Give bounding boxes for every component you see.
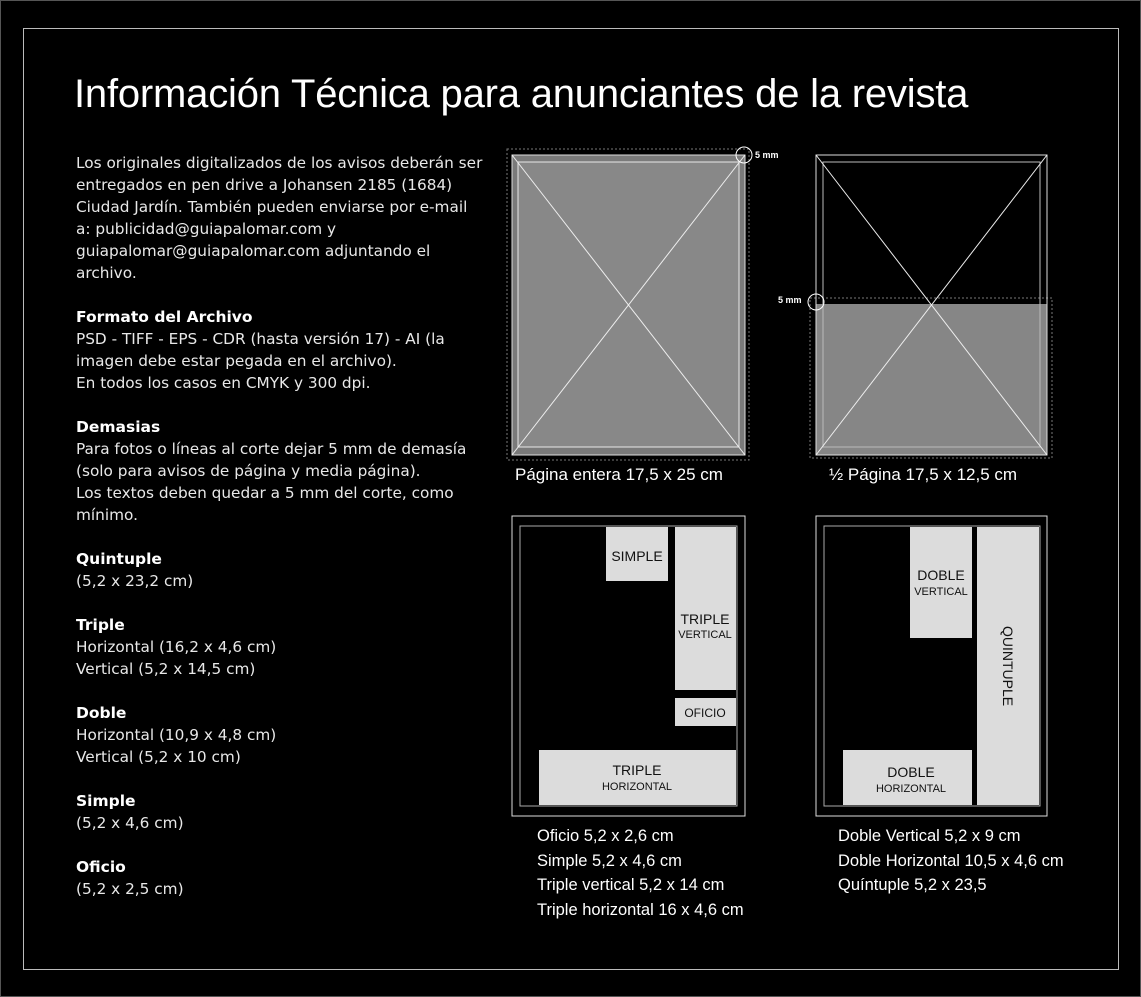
demasias-heading: Demasias (76, 418, 161, 436)
doble-vertical-size: Vertical (5,2 x 10 cm) (76, 748, 241, 766)
list-item: Triple vertical 5,2 x 14 cm (537, 876, 725, 894)
list-item: Triple horizontal 16 x 4,6 cm (537, 900, 744, 919)
oficio-heading: Oficio (76, 858, 126, 876)
doble-vertical-sublabel: VERTICAL (914, 586, 968, 598)
quintuple-size: (5,2 x 23,2 cm) (76, 572, 194, 590)
formato-text: PSD - TIFF - EPS - CDR (hasta versión 17) - AI (la imagen debe estar pegada en el archivo). (76, 330, 445, 370)
bleed-label: 5 mm (755, 150, 779, 160)
triple-horizontal-label: TRIPLE (612, 762, 662, 778)
quintuple-heading: Quintuple (76, 550, 162, 568)
formato-heading: Formato del Archivo (76, 308, 253, 326)
list-item: Doble Vertical 5,2 x 9 cm (838, 827, 1021, 845)
list-item: Doble Horizontal 10,5 x 4,6 cm (838, 851, 1064, 870)
list-item: Simple 5,2 x 4,6 cm (537, 851, 682, 870)
triple-vertical-sublabel: VERTICAL (678, 629, 732, 641)
simple-block-label: SIMPLE (611, 548, 663, 564)
oficio-block-label: OFICIO (684, 706, 726, 720)
simple-size: (5,2 x 4,6 cm) (76, 814, 184, 832)
doble-horizontal-size: Horizontal (10,9 x 4,8 cm) (76, 726, 277, 744)
half-page-diagram (778, 155, 1052, 458)
triple-horizontal-size: Horizontal (16,2 x 4,6 cm) (76, 638, 277, 656)
doble-heading: Doble (76, 704, 127, 722)
quintuple-label: QUINTUPLE (1000, 625, 1016, 707)
half-page-caption: ½ Página 17,5 x 12,5 cm (829, 465, 1018, 484)
intro-text: Los originales digitalizados de los avisos deberán ser entregados en pen drive a Johansen 2185 (1684) Ciudad Jardín. También pueden enviarse por e-mail a: publicidad@guiapalomar.com y guiapalomar@guiapalomar.com adjuntando el archivo. (76, 154, 483, 282)
demasias-text-2: Los textos deben quedar a 5 mm del corte, como mínimo. (76, 484, 454, 524)
large-ads-diagram (816, 516, 1047, 816)
doble-vertical-label: DOBLE (917, 567, 965, 583)
list-item: Oficio 5,2 x 2,6 cm (537, 827, 674, 845)
triple-vertical-block (675, 527, 736, 690)
page-title: Información Técnica para anunciantes de la revista (74, 72, 969, 116)
triple-vertical-label: TRIPLE (680, 611, 730, 627)
oficio-size: (5,2 x 2,5 cm) (76, 880, 184, 898)
list-item: Quíntuple 5,2 x 23,5 (838, 876, 987, 894)
doble-horizontal-sublabel: HORIZONTAL (875, 783, 947, 795)
small-ads-list (537, 824, 744, 922)
demasias-text: Para fotos o líneas al corte dejar 5 mm de demasía (solo para avisos de página y media página). (76, 440, 467, 480)
triple-vertical-size: Vertical (5,2 x 14,5 cm) (76, 660, 256, 678)
full-page-caption: Página entera 17,5 x 25 cm (515, 465, 723, 484)
doble-horizontal-label: DOBLE (887, 764, 935, 780)
full-page-diagram (507, 147, 779, 460)
bleed-label: 5 mm (778, 295, 802, 305)
simple-heading: Simple (76, 792, 136, 810)
formato-text-2: En todos los casos en CMYK y 300 dpi. (76, 374, 371, 392)
small-ads-diagram (512, 516, 745, 816)
large-ads-list (838, 824, 1064, 898)
triple-horizontal-sublabel: HORIZONTAL (601, 781, 673, 793)
triple-heading: Triple (76, 616, 125, 634)
